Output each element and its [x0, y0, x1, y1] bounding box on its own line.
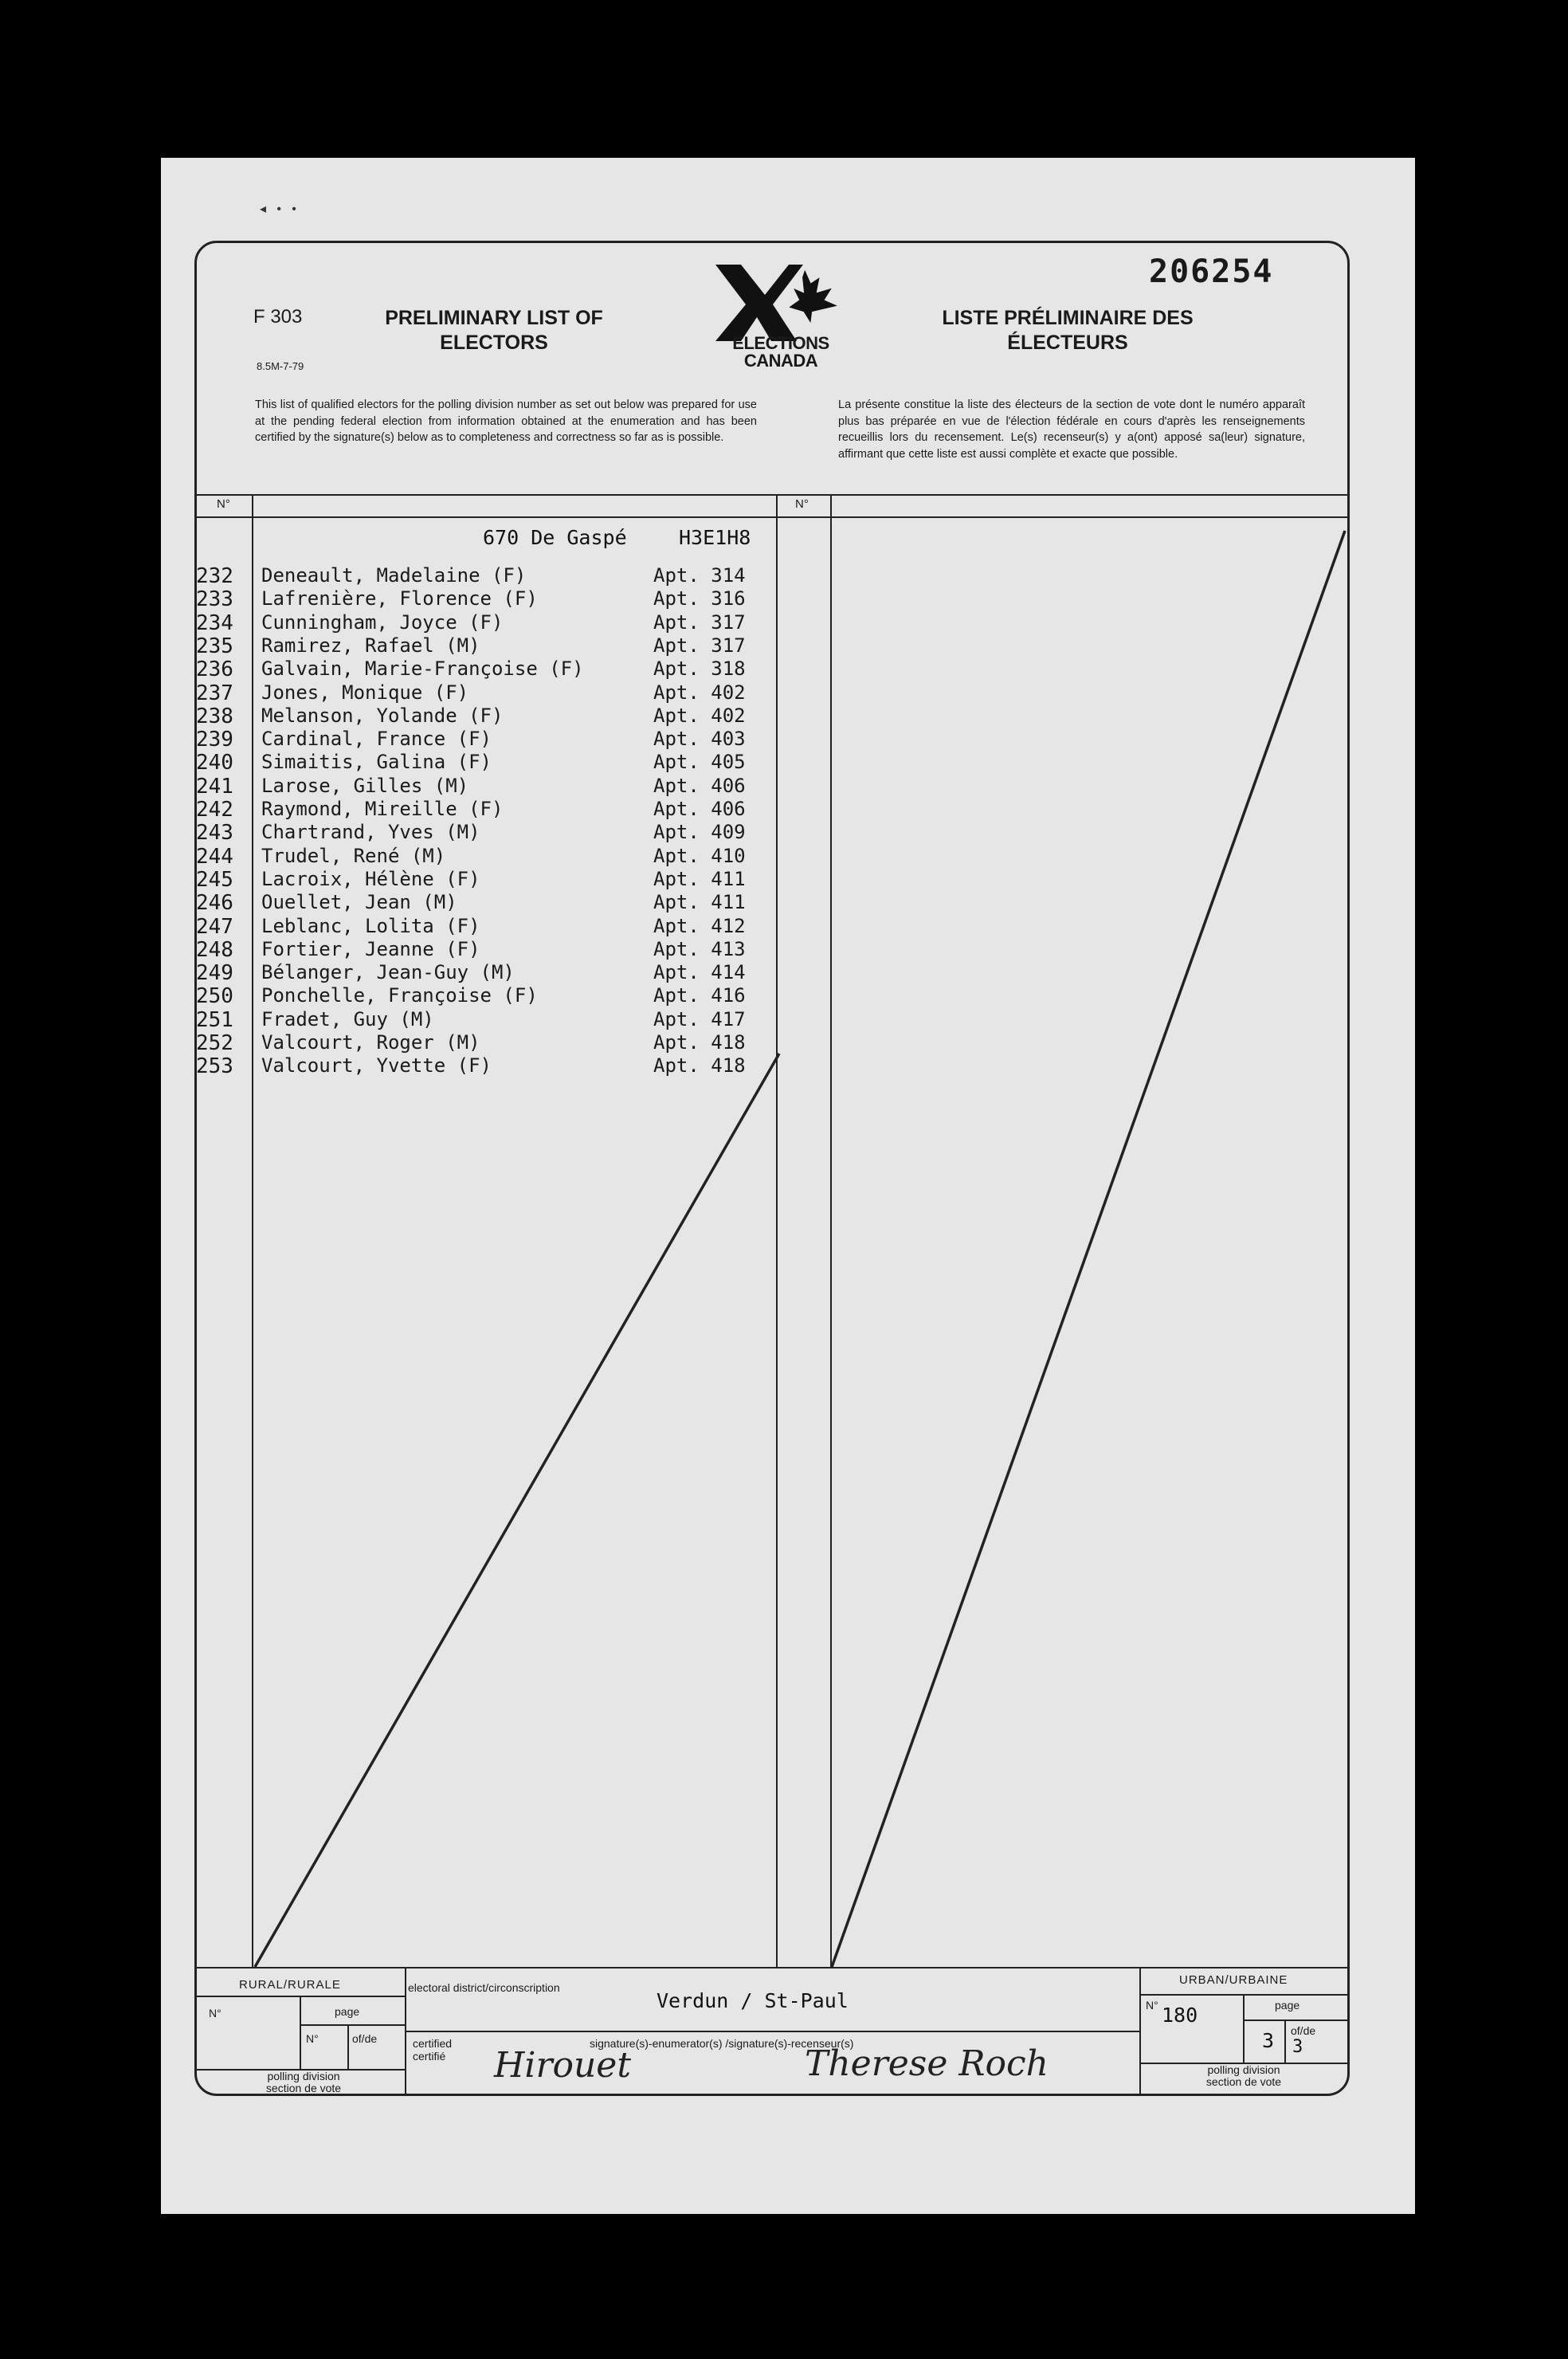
electoral-district-value: Verdun / St-Paul: [657, 1989, 849, 2012]
rural-page-no-label: N°: [306, 2032, 319, 2045]
elector-num: 237: [196, 681, 233, 705]
serial-number: 206254: [1149, 253, 1274, 290]
elector-apt: Apt. 410: [653, 844, 746, 867]
rural-page-divider: [347, 2024, 349, 2069]
left-cancel-line: [255, 1054, 779, 1967]
elector-apt: Apt. 412: [653, 914, 746, 937]
elector-name: Lafrenière, Florence (F): [261, 587, 538, 610]
elector-name: Jones, Monique (F): [261, 681, 469, 704]
elector-num: 241: [196, 774, 233, 799]
right-number-column-header: N°: [795, 497, 809, 511]
elector-name: Bélanger, Jean-Guy (M): [261, 961, 515, 984]
elector-apt: Apt. 417: [653, 1007, 746, 1030]
elector-apt: Apt. 402: [653, 704, 746, 727]
elector-apt: Apt. 411: [653, 891, 746, 914]
rural-label: RURAL/RURALE: [239, 1978, 341, 1992]
urban-of-label: of/de: [1291, 2024, 1316, 2037]
postal-code: H3E1H8: [679, 526, 751, 549]
elector-num: 236: [196, 657, 233, 682]
elector-apt: Apt. 416: [653, 984, 746, 1007]
elector-apt: Apt. 411: [653, 867, 746, 890]
elector-apt: Apt. 413: [653, 937, 746, 960]
elector-name: Lacroix, Hélène (F): [261, 867, 480, 890]
form-code: 8.5M-7-79: [257, 360, 304, 372]
elector-apt: Apt. 414: [653, 961, 746, 984]
rural-page-rule: [300, 2024, 405, 2026]
elector-name: Chartrand, Yves (M): [261, 821, 480, 844]
elector-name: Leblanc, Lolita (F): [261, 914, 480, 937]
elector-num: 239: [196, 728, 233, 752]
logo-wordmark: ELECTIONS CANADA: [732, 333, 829, 371]
urban-page-number: 3: [1262, 2029, 1275, 2052]
elector-num: 242: [196, 798, 233, 822]
signature-label: signature(s)-enumerator(s) /signature(s)-recenseur(s): [590, 2037, 854, 2050]
elector-apt: Apt. 317: [653, 634, 746, 657]
elector-name: Ponchelle, Françoise (F): [261, 984, 538, 1007]
elector-apt: Apt. 406: [653, 798, 746, 820]
elector-num: 233: [196, 587, 233, 612]
left-number-column-header: N°: [217, 497, 230, 511]
urban-polling-division-label: polling division section de vote: [1205, 2063, 1282, 2088]
rural-no-divider: [300, 1996, 301, 2069]
elector-apt: Apt. 405: [653, 751, 746, 774]
elector-name: Melanson, Yolande (F): [261, 704, 504, 727]
elector-apt: Apt. 418: [653, 1054, 746, 1077]
elector-name: Ramirez, Rafael (M): [261, 634, 480, 657]
elector-name: Raymond, Mireille (F): [261, 798, 504, 820]
certified-label: certified certifié: [413, 2037, 453, 2063]
elector-num: 246: [196, 891, 233, 916]
elector-name: Simaitis, Galina (F): [261, 751, 492, 774]
elector-name: Ouellet, Jean (M): [261, 891, 457, 914]
enumerator-signature-2: Therese Roch: [805, 2043, 1049, 2084]
rural-no-label: N°: [209, 2007, 221, 2019]
elector-num: 245: [196, 867, 233, 892]
elector-num: 244: [196, 844, 233, 869]
urban-page-divider: [1284, 2019, 1286, 2063]
urban-page-total: 3: [1292, 2037, 1303, 2057]
elector-num: 240: [196, 751, 233, 775]
elector-apt: Apt. 314: [653, 564, 746, 587]
urban-polling-division-number: 180: [1162, 2004, 1198, 2027]
urban-label: URBAN/URBAINE: [1179, 1973, 1288, 1987]
elector-name: Valcourt, Roger (M): [261, 1031, 480, 1054]
elector-num: 248: [196, 937, 233, 962]
elector-name: Trudel, René (M): [261, 844, 446, 867]
elector-num: 232: [196, 564, 233, 588]
elector-num: 249: [196, 961, 233, 986]
intro-note-english: This list of qualified electors for the polling division number as set out below was prepared for use at the pending federal election from information obtained at the enumeration and has been certified by the signature(s) below as to completeness and correctness so far as is possible.: [255, 398, 757, 444]
elector-apt: Apt. 406: [653, 774, 746, 797]
footer-top-rule: [196, 1967, 1348, 1968]
district-bottom-rule: [405, 2031, 1139, 2032]
urban-no-divider: [1243, 1994, 1245, 2063]
rural-page-label: page: [335, 2005, 360, 2018]
elector-apt: Apt. 316: [653, 587, 746, 610]
elector-num: 252: [196, 1031, 233, 1055]
elector-name: Fradet, Guy (M): [261, 1007, 434, 1030]
elector-num: 247: [196, 914, 233, 939]
rural-of-label: of/de: [352, 2032, 378, 2045]
elector-name: Galvain, Marie-Françoise (F): [261, 657, 584, 681]
elector-name: Fortier, Jeanne (F): [261, 937, 480, 960]
elector-apt: Apt. 318: [653, 657, 746, 681]
elector-num: 238: [196, 704, 233, 728]
elector-apt: Apt. 403: [653, 728, 746, 751]
elector-num: 235: [196, 634, 233, 658]
electoral-district-label: electoral district/circonscription: [408, 1981, 560, 1994]
elector-name: Deneault, Madelaine (F): [261, 564, 527, 587]
elector-apt: Apt. 402: [653, 681, 746, 704]
elector-name: Valcourt, Yvette (F): [261, 1054, 492, 1077]
title-english: PRELIMINARY LIST OF ELECTORS: [385, 307, 603, 354]
elector-name: Cardinal, France (F): [261, 728, 492, 751]
elector-apt: Apt. 409: [653, 821, 746, 844]
urban-page-label: page: [1275, 1999, 1300, 2012]
elector-num: 234: [196, 610, 233, 635]
title-french: LISTE PRÉLIMINAIRE DES ÉLECTEURS: [942, 307, 1194, 354]
footer-right-divider: [1139, 1967, 1141, 2094]
urban-no-label: N°: [1146, 1999, 1158, 2012]
elector-apt: Apt. 418: [653, 1031, 746, 1054]
form-number: F 303: [253, 306, 303, 328]
elector-num: 250: [196, 984, 233, 1009]
right-cancel-line: [832, 531, 1345, 1967]
rural-polling-division-label: polling division section de vote: [265, 2070, 342, 2094]
address-line: 670 De Gaspé: [483, 526, 627, 549]
urban-page-rule: [1243, 2019, 1348, 2021]
elector-num: 253: [196, 1054, 233, 1079]
corner-marks: ◂ • •: [260, 202, 296, 216]
elector-apt: Apt. 317: [653, 610, 746, 634]
elector-name: Cunningham, Joyce (F): [261, 610, 504, 634]
elector-num: 251: [196, 1007, 233, 1032]
elector-num: 243: [196, 821, 233, 846]
intro-note-french: La présente constitue la liste des électeurs de la section de vote dont le numéro apparaît plus bas préparée en vue de l'élection fédérale en cours d'après les renseignements recueillis lors du recensement. Le(s) recenseur(s) y a(ont) apposé sa(leur) signature, affirmant que cette liste est aussi complète et exacte que possible.: [838, 398, 1305, 461]
enumerator-signature-1: Hirouet: [494, 2045, 632, 2086]
elector-name: Larose, Gilles (M): [261, 774, 469, 797]
